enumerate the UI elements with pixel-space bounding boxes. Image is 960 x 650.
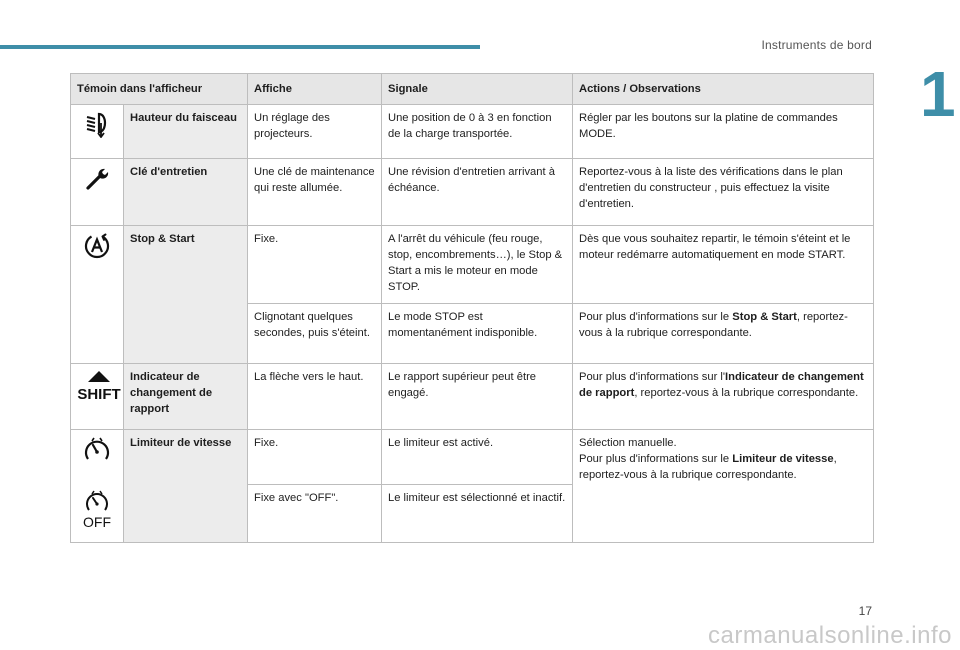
indicator-name: Stop & Start [124, 226, 248, 364]
actions-text: , reportez-vous à la rubrique correspondante. [579, 311, 848, 339]
indicator-name: Clé d'entretien [124, 159, 248, 226]
icon-cell [71, 105, 124, 159]
column-header-signale: Signale [382, 74, 573, 105]
actions-cell [573, 364, 874, 430]
chapter-number: 1 [920, 58, 956, 130]
affiche-cell: Une clé de maintenance qui reste allumée. [248, 159, 382, 226]
speed-limiter-icon [77, 435, 117, 465]
page-number: 17 [858, 604, 872, 618]
signale-cell: Le limiteur est activé. [382, 430, 573, 485]
affiche-cell: Fixe. [248, 430, 382, 485]
signale-cell: Une position de 0 à 3 en fonction de la charge transportée. [382, 105, 573, 159]
actions-cell: Régler par les boutons sur la platine de commandes MODE. [573, 105, 874, 159]
signale-cell: Une révision d'entretien arrivant à échéance. [382, 159, 573, 226]
actions-emphasis: Indicateur de changement de rapport [579, 371, 864, 399]
actions-cell [573, 304, 874, 364]
table-row [71, 364, 874, 430]
actions-cell: Reportez-vous à la liste des vérifications dans le plan d'entretien du constructeur , puis effectuez la visite d'entretien. [573, 159, 874, 226]
icon-cell [71, 430, 124, 485]
actions-text: Pour plus d'informations sur le [579, 453, 733, 465]
column-header-actions: Actions / Observations [573, 74, 874, 105]
section-title: Instruments de bord [761, 38, 872, 52]
actions-emphasis: Stop & Start [732, 311, 797, 323]
affiche-cell: La flèche vers le haut. [248, 364, 382, 430]
shift-indicator-icon [77, 369, 121, 403]
signale-cell: A l'arrêt du véhicule (feu rouge, stop, encombrements…), le Stop & Start a mis le moteur en mode STOP. [382, 226, 573, 304]
header-accent-bar [0, 45, 480, 49]
signale-cell: Le rapport supérieur peut être engagé. [382, 364, 573, 430]
table-row [71, 105, 874, 159]
speed-limiter-off-icon [77, 490, 117, 530]
actions-text: , reportez-vous à la rubrique correspondante. [634, 387, 859, 399]
indicator-name: Limiteur de vitesse [124, 430, 248, 543]
affiche-cell: Fixe avec "OFF". [248, 485, 382, 543]
actions-text: Pour plus d'informations sur l' [579, 371, 726, 383]
warning-lights-table [70, 73, 874, 543]
off-icon-label: OFF [83, 513, 111, 530]
watermark: carmanualsonline.info [708, 622, 952, 649]
icon-cell [71, 485, 124, 543]
shift-icon-label: SHIFT [77, 386, 121, 403]
indicator-name: Hauteur du faisceau [124, 105, 248, 159]
signale-cell: Le mode STOP est momentanément indisponible. [382, 304, 573, 364]
affiche-cell: Un réglage des projecteurs. [248, 105, 382, 159]
icon-cell [71, 226, 124, 364]
table-row [71, 430, 874, 485]
table-row [71, 159, 874, 226]
indicator-name: Indicateur de changement de rapport [124, 364, 248, 430]
actions-cell [573, 430, 874, 543]
actions-text: Sélection manuelle. [579, 437, 677, 449]
icon-cell [71, 364, 124, 430]
affiche-cell: Fixe. [248, 226, 382, 304]
signale-cell: Le limiteur est sélectionné et inactif. [382, 485, 573, 543]
column-header-affiche: Affiche [248, 74, 382, 105]
actions-cell: Dès que vous souhaitez repartir, le témoin s'éteint et le moteur redémarre automatiquement en mode START. [573, 226, 874, 304]
affiche-cell: Clignotant quelques secondes, puis s'éteint. [248, 304, 382, 364]
actions-text: , reportez-vous à la rubrique correspondante. [579, 453, 837, 481]
actions-emphasis: Limiteur de vitesse [732, 453, 834, 465]
column-header-temoin: Témoin dans l'afficheur [71, 74, 248, 105]
table-header-row [71, 74, 874, 105]
table-row [71, 226, 874, 304]
headlight-height-icon [77, 110, 117, 138]
actions-text: Pour plus d'informations sur le [579, 311, 733, 323]
stop-start-icon [77, 231, 117, 261]
wrench-icon [77, 164, 117, 192]
icon-cell [71, 159, 124, 226]
